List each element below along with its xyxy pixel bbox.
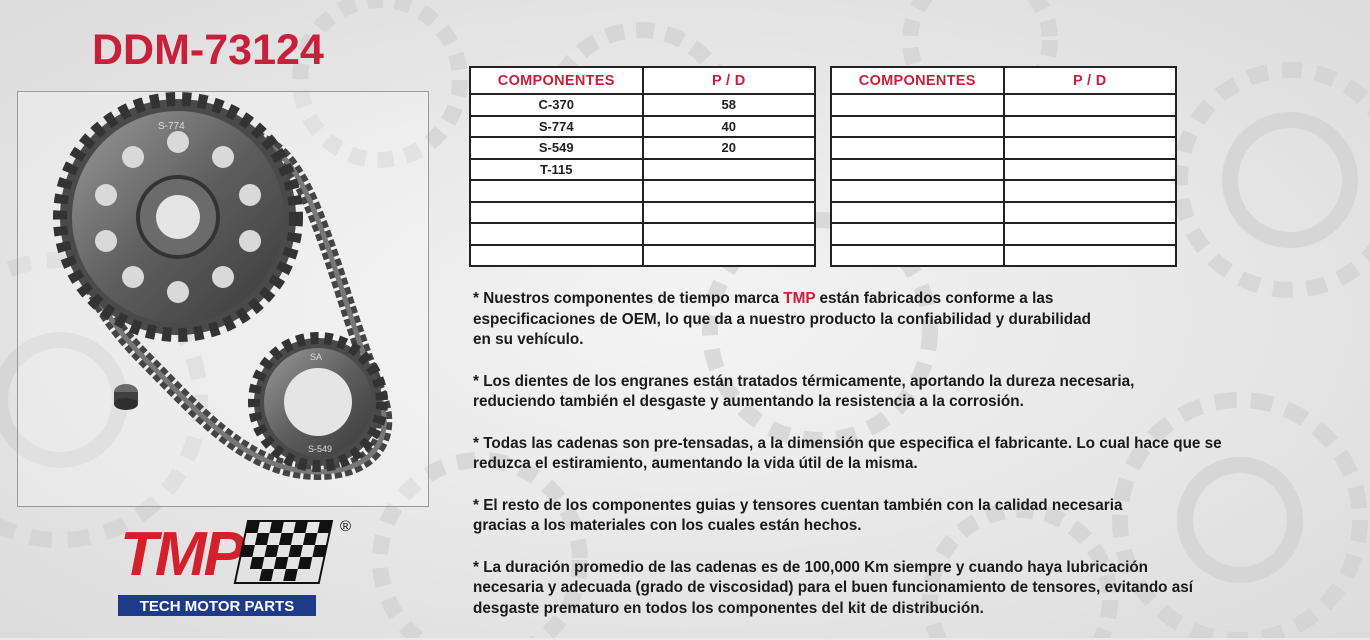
components-table-right: [830, 66, 1177, 267]
table-cell: [831, 137, 1004, 159]
page-title: DDM-73124: [92, 26, 324, 74]
column-header-pd: P / D: [1004, 67, 1177, 94]
note-chains: [473, 434, 1363, 475]
note-text: están fabricados conforme a las: [815, 290, 1054, 307]
note-text: desgaste prematuro en todos los componentes del kit de distribución.: [473, 599, 984, 617]
table-cell: [1004, 202, 1177, 224]
table-cell: [831, 245, 1004, 267]
note-text: * Los dientes de los engranes están tratados térmicamente, aportando la dureza necesaria,: [473, 372, 1135, 390]
table-cell: [1004, 116, 1177, 138]
note-text: especificaciones de OEM, lo que da a nuestro producto la confiabilidad y durabilidad: [473, 310, 1091, 328]
table-cell: [643, 180, 816, 202]
table-cell: [1004, 245, 1177, 267]
table-cell: [831, 223, 1004, 245]
table-cell: [1004, 180, 1177, 202]
table-cell: [831, 202, 1004, 224]
table-cell: [470, 180, 643, 202]
components-table-left: [469, 66, 816, 267]
table-cell: [831, 116, 1004, 138]
note-text: * La duración promedio de las cadenas es de 100,000 Km siempre y cuando haya lubricación: [473, 558, 1149, 576]
registered-mark: ®: [340, 518, 352, 535]
table-row: [831, 245, 1176, 267]
table-cell: 58: [643, 94, 816, 116]
note-oem: [473, 289, 1363, 351]
table-header-row: [470, 67, 815, 94]
logo-wordmark: TMP: [120, 520, 242, 589]
large-gear-label: S-774: [158, 121, 185, 132]
table-cell: S-549: [470, 137, 643, 159]
timing-chain-kit-illustration: [18, 92, 428, 506]
table-cell: [1004, 159, 1177, 181]
table-row: [831, 202, 1176, 224]
table-cell: [643, 245, 816, 267]
table-row: [831, 94, 1176, 116]
checkered-flag-icon: [235, 521, 332, 583]
table-row: [470, 245, 815, 267]
note-text: * Nuestros componentes de tiempo marca: [473, 290, 784, 307]
table-row: [470, 94, 815, 116]
note-text: en su vehículo.: [473, 331, 584, 348]
table-row: [470, 223, 815, 245]
table-row: [831, 159, 1176, 181]
table-cell: [1004, 223, 1177, 245]
small-gear-label-bottom: S-549: [308, 444, 333, 454]
table-row: [470, 202, 815, 224]
table-cell: [643, 202, 816, 224]
table-cell: [831, 94, 1004, 116]
table-cell: [1004, 94, 1177, 116]
product-notes: [473, 289, 1363, 640]
table-row: [831, 223, 1176, 245]
product-photo: [17, 91, 429, 507]
table-cell: C-370: [470, 94, 643, 116]
note-text: necesaria y adecuada (grado de viscosidad) para el buen funcionamiento de tensores, evitando así: [473, 579, 1194, 596]
table-row: [470, 180, 815, 202]
table-cell: [470, 245, 643, 267]
small-gear-label-top: SA: [310, 352, 323, 362]
table-row: [831, 116, 1176, 138]
table-cell: S-774: [470, 116, 643, 138]
note-text: reduciendo también el desgaste y aumentando la resistencia a la corrosión.: [473, 393, 1024, 410]
table-cell: T-115: [470, 159, 643, 181]
note-gear-teeth: [473, 372, 1363, 413]
table-row: [470, 116, 815, 138]
column-header-componentes: COMPONENTES: [470, 67, 643, 94]
table-cell: [831, 180, 1004, 202]
table-row: [831, 137, 1176, 159]
table-header-row: [831, 67, 1176, 94]
table-row: [470, 137, 815, 159]
note-text: * Todas las cadenas son pre-tensadas, a la dimensión que especifica el fabricante. Lo cual hace que se: [473, 434, 1222, 452]
table-row: [470, 159, 815, 181]
column-header-pd: P / D: [643, 67, 816, 94]
note-text: reduzca el estiramiento, aumentando la vida útil de la misma.: [473, 455, 918, 472]
note-chain-lifetime: [473, 558, 1363, 620]
note-text: * El resto de los componentes guias y tensores cuentan también con la calidad necesaria: [473, 496, 1123, 514]
table-cell: [643, 223, 816, 245]
table-cell: [470, 202, 643, 224]
brand-name: TMP: [783, 290, 816, 307]
table-cell: [831, 159, 1004, 181]
table-cell: 20: [643, 137, 816, 159]
column-header-componentes: COMPONENTES: [831, 67, 1004, 94]
note-text: gracias a los materiales con los cuales están hechos.: [473, 517, 862, 534]
note-guides-tensioners: [473, 496, 1363, 537]
table-row: [831, 180, 1176, 202]
logo-tagline: TECH MOTOR PARTS: [139, 598, 295, 615]
table-cell: [1004, 137, 1177, 159]
table-cell: [470, 223, 643, 245]
table-cell: [643, 159, 816, 181]
table-cell: 40: [643, 116, 816, 138]
tmp-logo: [118, 515, 358, 619]
